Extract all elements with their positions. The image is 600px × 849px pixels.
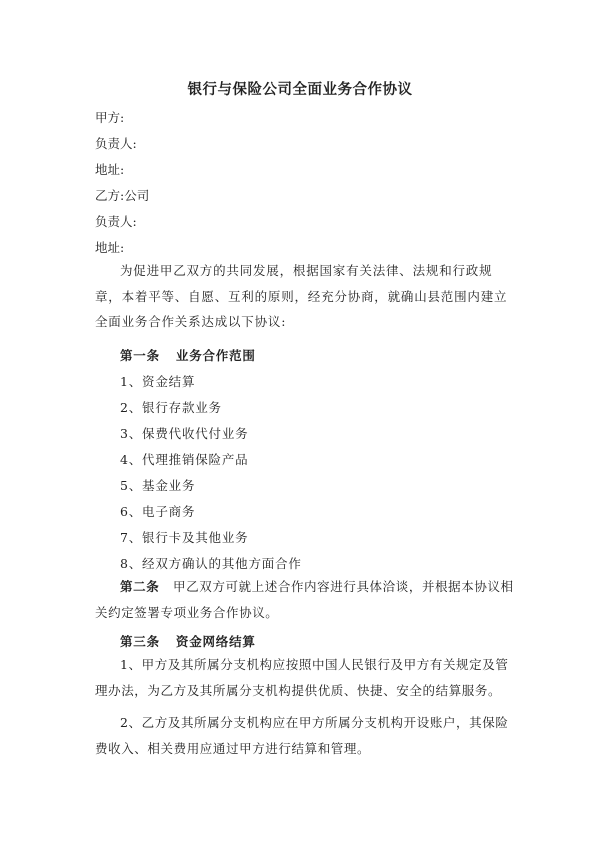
party-b-representative: 负责人: (95, 214, 137, 229)
list-item: 3、保费代收代付业务 (120, 426, 249, 441)
article-1-number: 第一条 (120, 348, 160, 363)
list-item: 8、经双方确认的其他方面合作 (120, 556, 302, 571)
article-1-title: 业务合作范围 (175, 348, 256, 363)
article-3-number: 第三条 (120, 634, 160, 649)
article-2-text: 甲乙双方可就上述合作内容进行具体洽谈，并根据本协议相关约定签署专项业务合作协议。 (95, 579, 514, 620)
list-item: 4、代理推销保险产品 (120, 452, 249, 467)
article-3-title: 资金网络结算 (175, 634, 256, 649)
party-a-representative: 负责人: (95, 136, 137, 151)
article-3-clause-2: 2、乙方及其所属分支机构应在甲方所属分支机构开设账户，其保险费收入、相关费用应通过甲方进行结算和管理。 (95, 715, 509, 756)
list-item: 1、资金结算 (120, 374, 196, 389)
list-item: 2、银行存款业务 (120, 400, 222, 415)
preamble-paragraph: 为促进甲乙双方的共同发展，根据国家有关法律、法规和行政规章，本着平等、自愿、互利的原则，经充分协商，就确山县范围内建立全面业务合作关系达成以下协议: (95, 263, 508, 329)
article-2-paragraph (95, 574, 520, 625)
party-b-address: 地址: (95, 240, 125, 255)
article-2-number: 第二条 (120, 579, 160, 594)
list-item: 7、银行卡及其他业务 (120, 530, 249, 545)
article-1-heading (120, 346, 256, 364)
party-a-label: 甲方: (95, 110, 125, 125)
party-b-label: 乙方:公司 (95, 188, 150, 203)
document-title: 银行与保险公司全面业务合作协议 (187, 82, 413, 98)
article-3-heading (120, 632, 256, 650)
list-item: 6、电子商务 (120, 504, 196, 519)
list-item: 5、基金业务 (120, 478, 196, 493)
article-3-clause-1: 1、甲方及其所属分支机构应按照中国人民银行及甲方有关规定及管理办法，为乙方及其所属分支机构提供优质、快捷、安全的结算服务。 (95, 657, 509, 698)
party-a-address: 地址: (95, 162, 125, 177)
